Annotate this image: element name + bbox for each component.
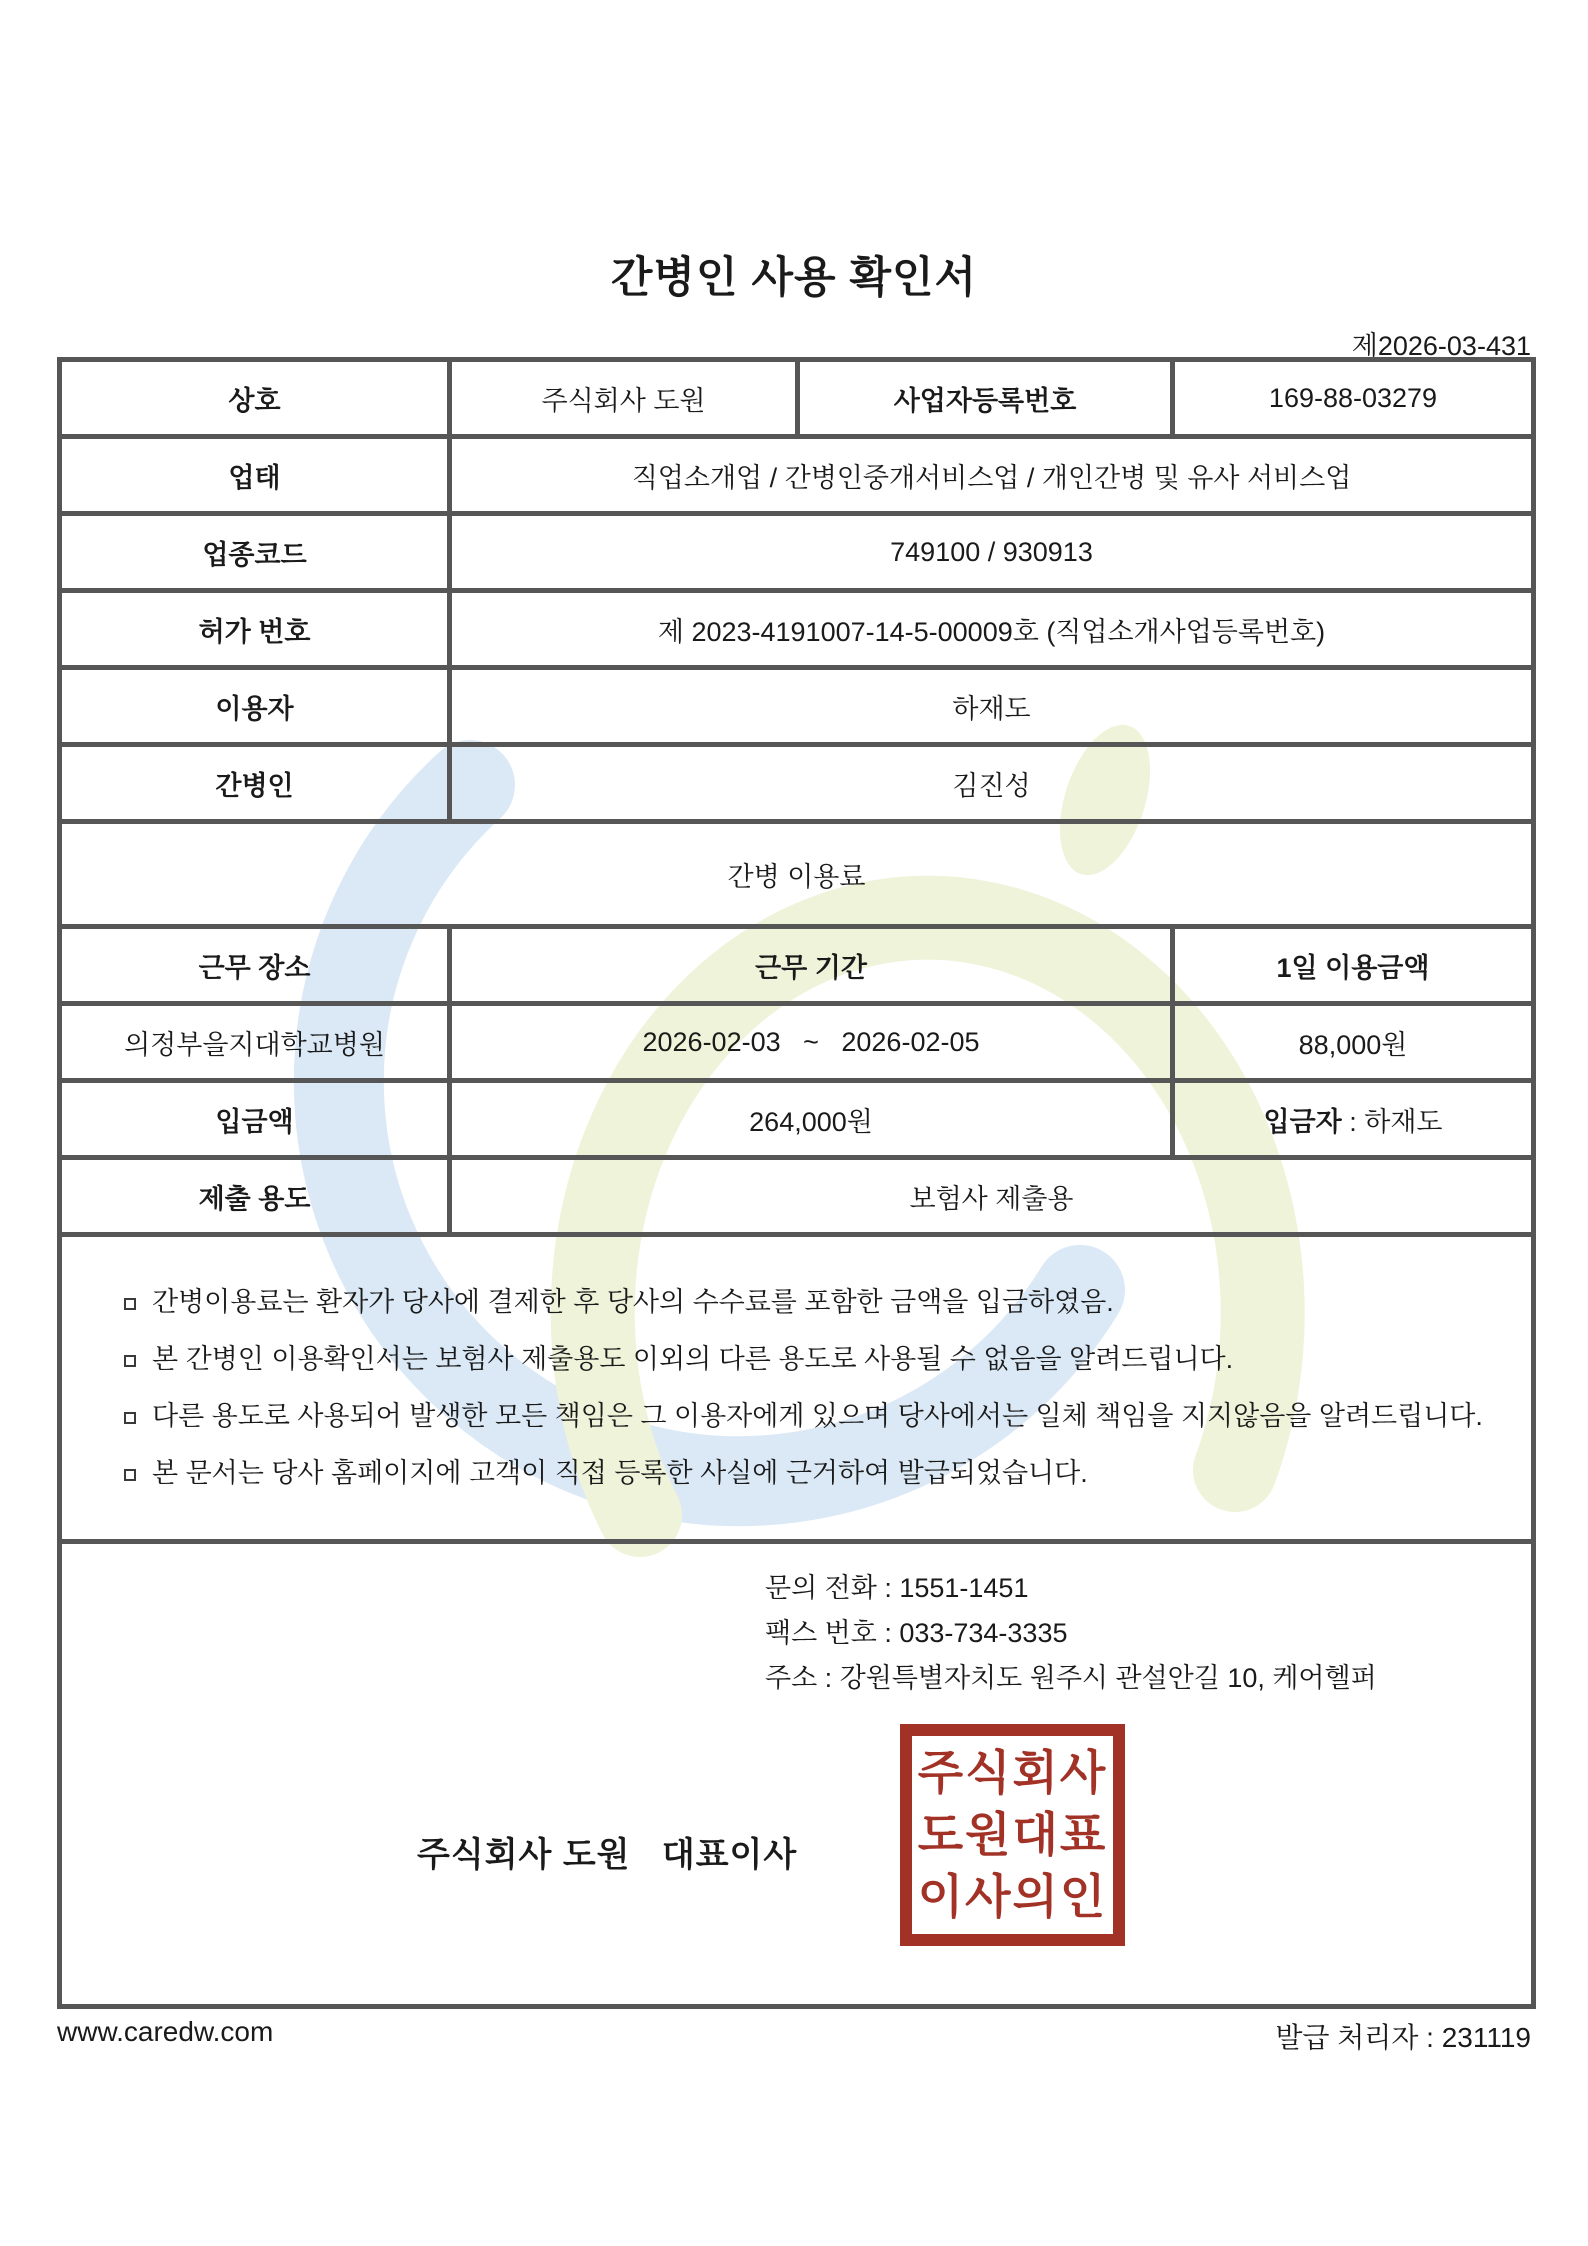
- note-item: 본 간병인 이용확인서는 보험사 제출용도 이외의 다른 용도로 사용될 수 없음을 알려드립니다.: [124, 1331, 1491, 1388]
- issuer-cell: [60, 1542, 1534, 2007]
- corporate-seal-stamp: [900, 1724, 1125, 1946]
- contact-phone: 문의 전화 : 1551-1451: [765, 1573, 1029, 1603]
- user-value: 하재도: [450, 668, 1534, 745]
- industry-code-value: 749100 / 930913: [450, 514, 1534, 591]
- issuer-id: 발급 처리자 : 231119: [1275, 2022, 1531, 2053]
- website-url: www.caredw.com: [57, 2016, 274, 2047]
- document-number: 제2026-03-431: [1351, 331, 1531, 361]
- caregiver-value: 김진성: [450, 745, 1534, 822]
- fee-section-header-row: [60, 822, 1534, 927]
- biz-type-value: 직업소개업 / 간병인중개서비스업 / 개인간병 및 유사 서비스업: [450, 437, 1534, 514]
- company-name-label: 상호: [60, 360, 450, 437]
- work-place-label: 근무 장소: [60, 927, 450, 1004]
- stamp-line: 이사의인: [917, 1870, 1108, 1923]
- table-row: [60, 360, 1534, 437]
- note-item: 본 문서는 당사 홈페이지에 고객이 직접 등록한 사실에 근거하여 발급되었습니다.: [124, 1445, 1491, 1502]
- biz-reg-label: 사업자등록번호: [798, 360, 1173, 437]
- table-row: [60, 514, 1534, 591]
- contact-address: 주소 : 강원특별자치도 원주시 관설안길 10, 케어헬퍼: [765, 1663, 1377, 1693]
- daily-amount-value: 88,000원: [1173, 1004, 1534, 1081]
- note-item: 간병이용료는 환자가 당사에 결제한 후 당사의 수수료를 포함한 금액을 입금하였음.: [124, 1274, 1491, 1331]
- page-footer: [57, 2016, 1531, 2056]
- biz-reg-value: 169-88-03279: [1173, 360, 1534, 437]
- notes-cell: [60, 1235, 1534, 1542]
- depositor-cell: [1173, 1081, 1534, 1158]
- caregiver-label: 간병인: [60, 745, 450, 822]
- stamp-line: 도원대표: [917, 1808, 1108, 1861]
- industry-code-label: 업종코드: [60, 514, 450, 591]
- work-period-value: 2026-02-03 ~ 2026-02-05: [450, 1004, 1173, 1081]
- deposit-row: [60, 1081, 1534, 1158]
- deposit-label: 입금액: [60, 1081, 450, 1158]
- note-item: 다른 용도로 사용되어 발생한 모든 책임은 그 이용자에게 있으며 당사에서는 일체 책임을 지지않음을 알려드립니다.: [124, 1388, 1491, 1445]
- deposit-amount-value: 264,000원: [450, 1081, 1173, 1158]
- work-period-label: 근무 기간: [450, 927, 1173, 1004]
- fee-section-title: 간병 이용료: [60, 822, 1534, 927]
- issuer-row: [60, 1542, 1534, 2007]
- page-title: 간병인 사용 확인서: [610, 254, 978, 302]
- company-signature: 주식회사 도원 대표이사: [417, 1836, 798, 1874]
- stamp-line: 주식회사: [917, 1746, 1108, 1799]
- depositor-label: 입금자: [1263, 1106, 1342, 1137]
- table-row: [60, 591, 1534, 668]
- contact-fax: 팩스 번호 : 033-734-3335: [765, 1618, 1068, 1648]
- table-row: [60, 745, 1534, 822]
- purpose-value: 보험사 제출용: [450, 1158, 1534, 1235]
- permit-number-label: 허가 번호: [60, 591, 450, 668]
- table-row: [60, 437, 1534, 514]
- fee-data-row: [60, 1004, 1534, 1081]
- user-label: 이용자: [60, 668, 450, 745]
- fee-header-row: [60, 927, 1534, 1004]
- table-row: [60, 668, 1534, 745]
- purpose-row: [60, 1158, 1534, 1235]
- depositor-value: : 하재도: [1341, 1106, 1443, 1137]
- biz-type-label: 업태: [60, 437, 450, 514]
- confirmation-table: [57, 357, 1536, 2009]
- purpose-label: 제출 용도: [60, 1158, 450, 1235]
- permit-number-value: 제 2023-4191007-14-5-00009호 (직업소개사업등록번호): [450, 591, 1534, 668]
- contact-block: [765, 1566, 1377, 1701]
- notes-list: [62, 1274, 1531, 1502]
- daily-amount-label: 1일 이용금액: [1173, 927, 1534, 1004]
- notes-row: [60, 1235, 1534, 1542]
- company-name-value: 주식회사 도원: [450, 360, 798, 437]
- work-place-value: 의정부을지대학교병원: [60, 1004, 450, 1081]
